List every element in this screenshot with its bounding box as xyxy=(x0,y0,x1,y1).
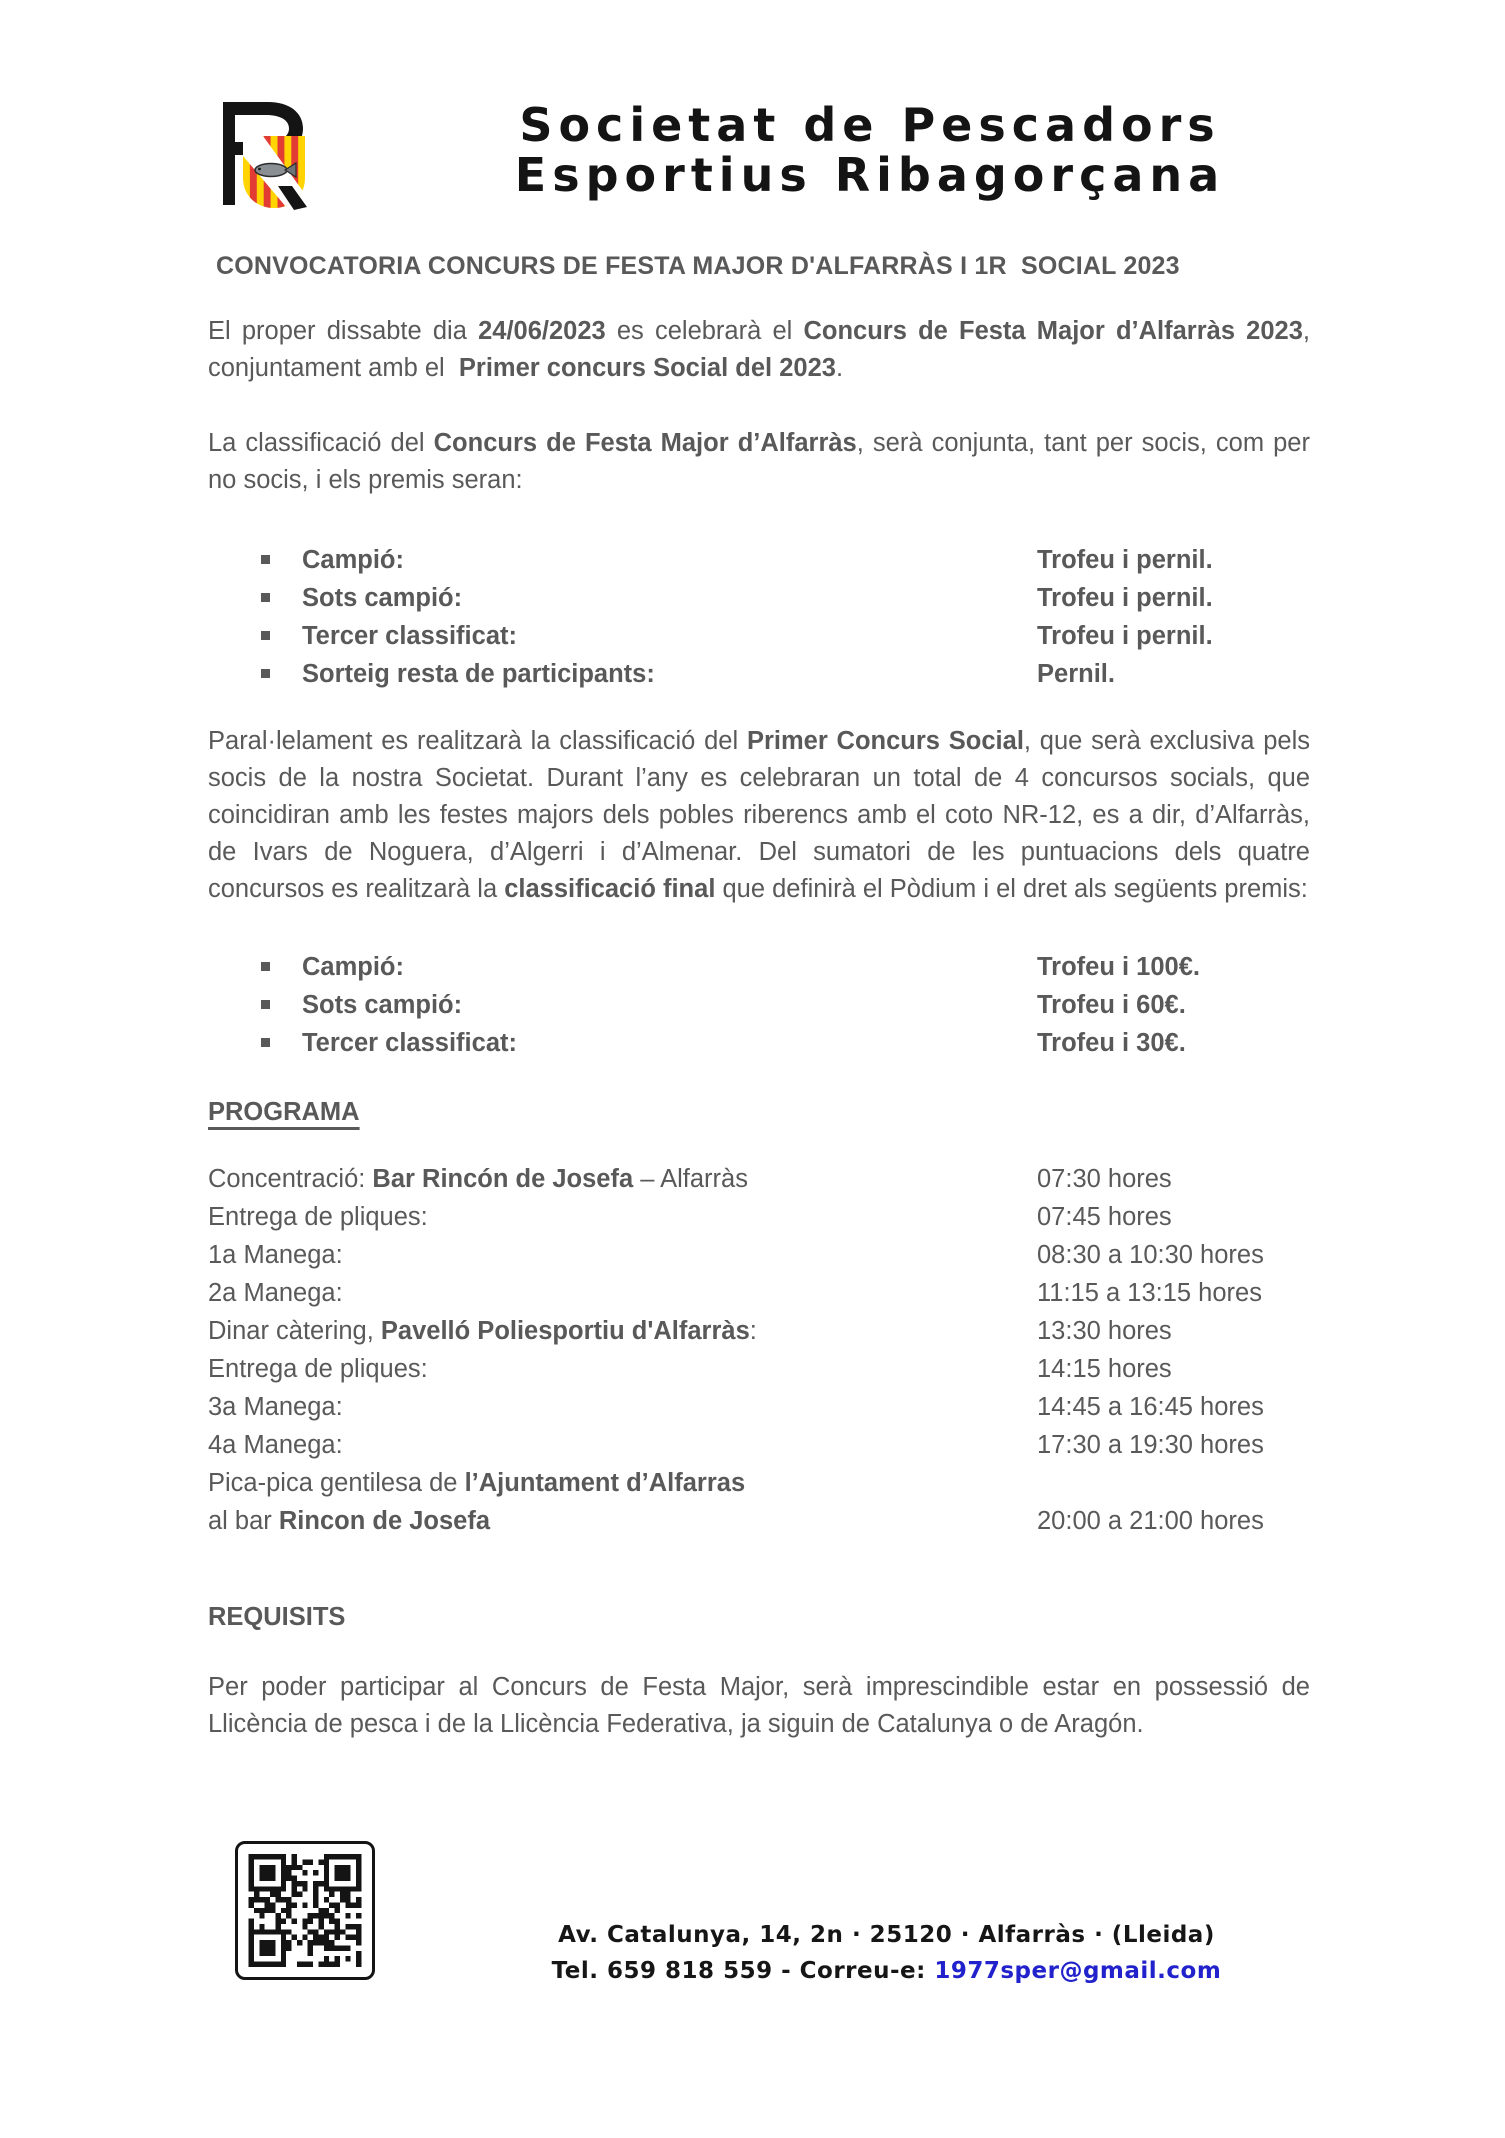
schedule-row xyxy=(208,1388,1310,1426)
square-bullet-icon xyxy=(261,1000,270,1009)
schedule-row xyxy=(208,1274,1310,1312)
schedule-time: 07:30 hores xyxy=(1037,1165,1172,1193)
prize-row xyxy=(208,617,1310,655)
qr-code-icon xyxy=(248,1854,362,1967)
schedule-time: 08:30 a 10:30 hores xyxy=(1037,1241,1264,1269)
schedule-time: 11:15 a 13:15 hores xyxy=(1037,1279,1262,1307)
social-prize-list xyxy=(208,948,1310,1062)
schedule-activity: Concentració: Bar Rincón de Josefa – Alfarràs xyxy=(208,1165,748,1193)
schedule-activity: 4a Manega: xyxy=(208,1431,343,1459)
square-bullet-icon xyxy=(261,669,270,678)
prize-row xyxy=(208,986,1310,1024)
prize-row xyxy=(208,655,1310,693)
paragraph-intro: El proper dissabte dia 24/06/2023 es celebrarà el Concurs de Festa Major d’Alfarràs 2023, conjuntament amb el Primer concurs Social del 2023. xyxy=(208,317,1310,382)
schedule-activity: Entrega de pliques: xyxy=(208,1203,428,1231)
prize-row xyxy=(208,1024,1310,1062)
qr-code xyxy=(235,1841,375,1980)
schedule-time: 13:30 hores xyxy=(1037,1317,1172,1345)
paragraph-requisits: Per poder participar al Concurs de Festa Major, serà imprescindible estar en possessió de Llicència de pesca i de la Llicència Federativa, ja siguin de Catalunya o de Aragón. xyxy=(208,1673,1310,1738)
prize-value: Trofeu i pernil. xyxy=(1037,584,1213,612)
schedule-activity: 1a Manega: xyxy=(208,1241,343,1269)
prize-label: Sots campió: xyxy=(302,991,463,1019)
schedule-row xyxy=(208,1198,1310,1236)
prize-label: Tercer classificat: xyxy=(302,622,517,650)
society-logo xyxy=(218,100,310,212)
schedule-time: 14:15 hores xyxy=(1037,1355,1172,1383)
prize-row xyxy=(208,541,1310,579)
footer-contact-block xyxy=(375,1917,1310,1989)
square-bullet-icon xyxy=(261,1038,270,1047)
prize-row xyxy=(208,579,1310,617)
document-footer xyxy=(208,1841,1310,1989)
schedule-activity: Pica-pica gentilesa de l’Ajuntament d’Alfarras xyxy=(208,1469,746,1497)
footer-phone: Tel. 659 818 559 - Correu-e: xyxy=(551,1958,935,1984)
organization-title-line1: Societat de Pescadors xyxy=(519,98,1221,152)
schedule-row xyxy=(208,1350,1310,1388)
schedule-activity: Dinar càtering, Pavelló Poliesportiu d'Alfarràs: xyxy=(208,1317,757,1345)
square-bullet-icon xyxy=(261,962,270,971)
organization-title xyxy=(310,100,1310,200)
document-header xyxy=(208,0,1310,212)
prize-row xyxy=(208,948,1310,986)
schedule-activity: al bar Rincon de Josefa xyxy=(208,1507,491,1535)
schedule-row xyxy=(208,1502,1310,1540)
schedule-activity: Entrega de pliques: xyxy=(208,1355,428,1383)
prize-value: Trofeu i 30€. xyxy=(1037,1029,1186,1057)
schedule-time: 07:45 hores xyxy=(1037,1203,1172,1231)
prize-label: Campió: xyxy=(302,953,404,981)
prize-value: Trofeu i 100€. xyxy=(1037,953,1200,981)
organization-title-line2: Esportius Ribagorçana xyxy=(514,148,1226,202)
schedule-row xyxy=(208,1464,1310,1502)
programa-schedule xyxy=(208,1160,1310,1540)
square-bullet-icon xyxy=(261,555,270,564)
programa-heading: PROGRAMA xyxy=(208,1098,360,1126)
prize-label: Sots campió: xyxy=(302,584,463,612)
schedule-row xyxy=(208,1236,1310,1274)
prize-value: Trofeu i pernil. xyxy=(1037,546,1213,574)
requisits-heading: REQUISITS xyxy=(208,1603,346,1631)
prize-label: Campió: xyxy=(302,546,404,574)
footer-contact-line xyxy=(463,1953,1310,1989)
schedule-row xyxy=(208,1160,1310,1198)
square-bullet-icon xyxy=(261,593,270,602)
schedule-time: 14:45 a 16:45 hores xyxy=(1037,1393,1264,1421)
square-bullet-icon xyxy=(261,631,270,640)
schedule-row xyxy=(208,1312,1310,1350)
paragraph-classificacio: La classificació del Concurs de Festa Major d’Alfarràs, serà conjunta, tant per socis, com per no socis, i els premis seran: xyxy=(208,429,1310,494)
prize-value: Trofeu i pernil. xyxy=(1037,622,1213,650)
schedule-row xyxy=(208,1426,1310,1464)
prize-label: Tercer classificat: xyxy=(302,1029,517,1057)
prize-value: Trofeu i 60€. xyxy=(1037,991,1186,1019)
email-link[interactable]: 1977sper@gmail.com xyxy=(934,1958,1222,1984)
prize-label: Sorteig resta de participants: xyxy=(302,660,655,688)
paragraph-social: Paral·lelament es realitzarà la classificació del Primer Concurs Social, que serà exclusiva pels socis de la nostra Societat. Durant l’any es celebraran un total de 4 concursos socials, que coincidiran amb les festes majors dels pobles riberencs amb el coto NR-12, es a dir, d’Alfarràs, de Ivars de Noguera, d’Algerri i d’Almenar. Del sumatori de les puntuacions dels quatre concursos es realitzarà la classificació final que definirà el Pòdium i el dret als següents premis: xyxy=(208,727,1311,903)
schedule-time: 17:30 a 19:30 hores xyxy=(1037,1431,1264,1459)
footer-address: Av. Catalunya, 14, 2n · 25120 · Alfarràs · (Lleida) xyxy=(558,1922,1215,1948)
schedule-time: 20:00 a 21:00 hores xyxy=(1037,1507,1264,1535)
document-heading: CONVOCATORIA CONCURS DE FESTA MAJOR D'ALFARRÀS I 1R SOCIAL 2023 xyxy=(216,252,1180,280)
society-shield-logo-icon xyxy=(218,100,310,212)
schedule-activity: 3a Manega: xyxy=(208,1393,343,1421)
prize-value: Pernil. xyxy=(1037,660,1115,688)
festa-major-prize-list xyxy=(208,541,1310,693)
schedule-activity: 2a Manega: xyxy=(208,1279,343,1307)
